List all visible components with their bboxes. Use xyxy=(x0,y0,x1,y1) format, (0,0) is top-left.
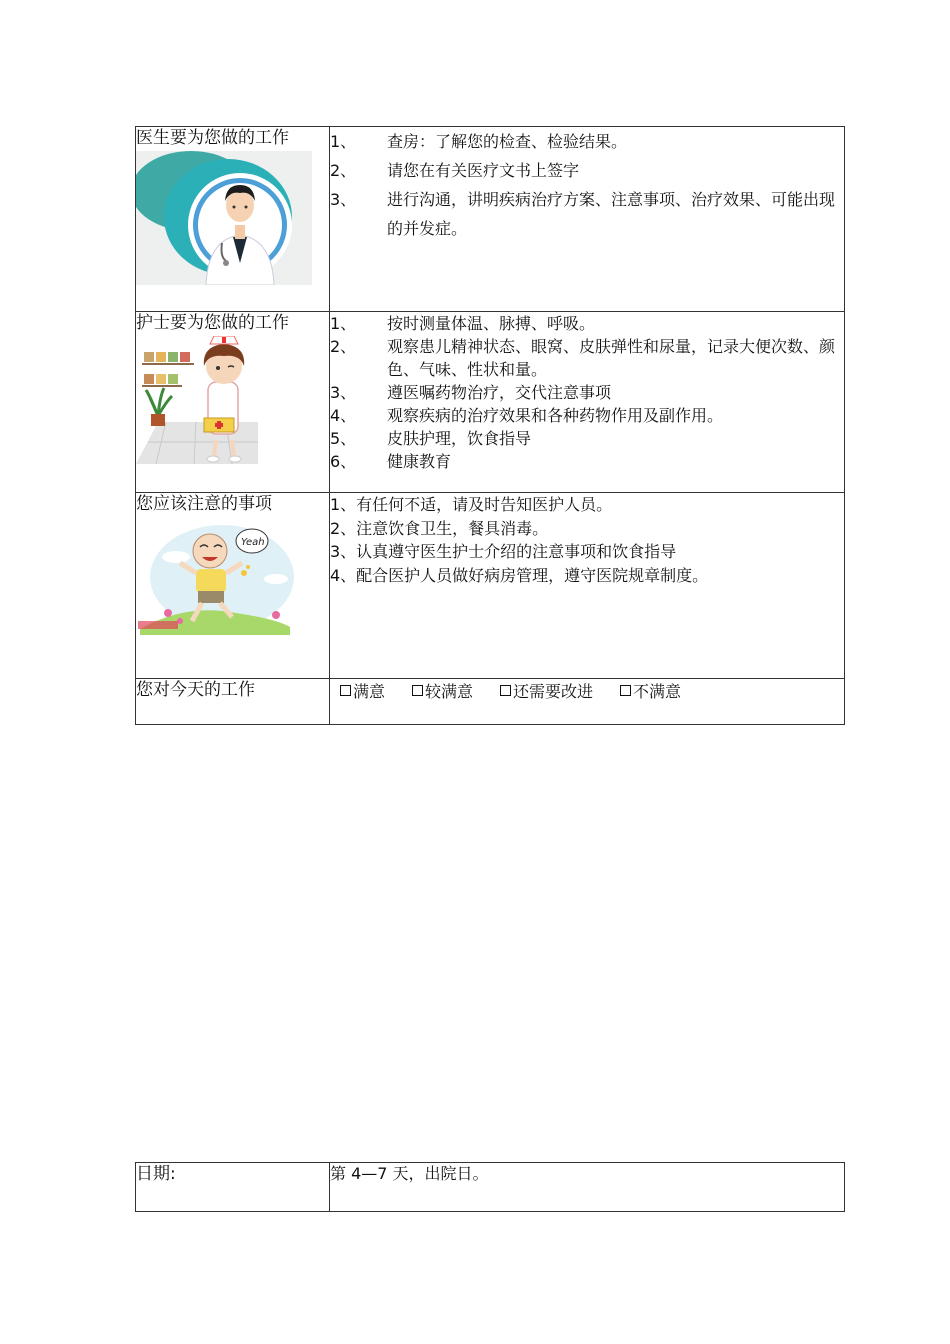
list-item: 6、 健康教育 xyxy=(330,452,452,471)
list-item: 3、 遵医嘱药物治疗，交代注意事项 xyxy=(330,383,612,402)
list-item: 2、 观察患儿精神状态、眼窝、皮肤弹性和尿量，记录大便次数、颜色、气味、性状和量。 xyxy=(330,337,836,379)
list-item: 4、 观察疾病的治疗效果和各种药物作用及副作用。 xyxy=(330,406,724,425)
checkbox[interactable] xyxy=(412,685,423,696)
doctor-tasks-cell xyxy=(330,127,845,312)
nurse-label: 护士要为您做的工作 xyxy=(136,313,289,333)
checkbox[interactable] xyxy=(620,685,631,696)
nurse-row xyxy=(136,312,845,493)
feedback-label-cell xyxy=(136,679,330,725)
notice-row xyxy=(136,493,845,679)
date-value-cell xyxy=(330,1163,845,1212)
list-item: 4、配合医护人员做好病房管理，遵守医院规章制度。 xyxy=(330,565,709,585)
list-item: 3、认真遵守医生护士介绍的注意事项和饮食指导 xyxy=(330,542,677,561)
notice-items-cell xyxy=(330,493,845,679)
doctor-label: 医生要为您做的工作 xyxy=(136,128,289,148)
option-satisfied[interactable]: 满意 xyxy=(340,679,385,702)
option-unsatisfied[interactable]: 不满意 xyxy=(620,679,681,702)
doctor-row xyxy=(136,127,845,312)
date-row xyxy=(136,1163,845,1212)
feedback-label: 您对今天的工作 xyxy=(136,680,255,700)
checkbox[interactable] xyxy=(340,685,351,696)
nurse-task-list xyxy=(330,312,844,473)
child-illustration xyxy=(136,517,296,637)
notice-label: 您应该注意的事项 xyxy=(136,494,272,514)
nurse-tasks-cell xyxy=(330,312,845,493)
feedback-options xyxy=(330,679,844,702)
date-table xyxy=(135,1162,845,1212)
doctor-label-cell xyxy=(136,127,330,312)
nurse-illustration xyxy=(136,336,261,466)
checkbox[interactable] xyxy=(500,685,511,696)
list-item: 3、 进行沟通，讲明疾病治疗方案、注意事项、治疗效果、可能出现的并发症。 xyxy=(330,190,836,238)
date-value: 第 4—7 天，出院日。 xyxy=(330,1164,489,1183)
list-item: 5、 皮肤护理，饮食指导 xyxy=(330,429,532,448)
feedback-options-cell xyxy=(330,679,845,725)
list-item: 1、 按时测量体温、脉搏、呼吸。 xyxy=(330,314,596,333)
list-item: 1、 查房：了解您的检查、检验结果。 xyxy=(330,132,628,151)
doctor-task-list xyxy=(330,127,844,243)
list-item: 2、注意饮食卫生，餐具消毒。 xyxy=(330,518,549,538)
doctor-illustration xyxy=(136,151,312,285)
option-needs-improvement[interactable]: 还需要改进 xyxy=(500,679,593,702)
notice-label-cell xyxy=(136,493,330,679)
list-item: 1、有任何不适，请及时告知医护人员。 xyxy=(330,495,613,514)
notice-list xyxy=(330,493,844,587)
yeah-bubble-text: Yeah xyxy=(241,537,265,548)
date-label: 日期: xyxy=(136,1164,176,1184)
care-plan-table xyxy=(135,126,845,725)
nurse-label-cell xyxy=(136,312,330,493)
feedback-row xyxy=(136,679,845,725)
option-fairly-satisfied[interactable]: 较满意 xyxy=(412,679,473,702)
list-item: 2、 请您在有关医疗文书上签字 xyxy=(330,161,580,180)
date-label-cell xyxy=(136,1163,330,1212)
